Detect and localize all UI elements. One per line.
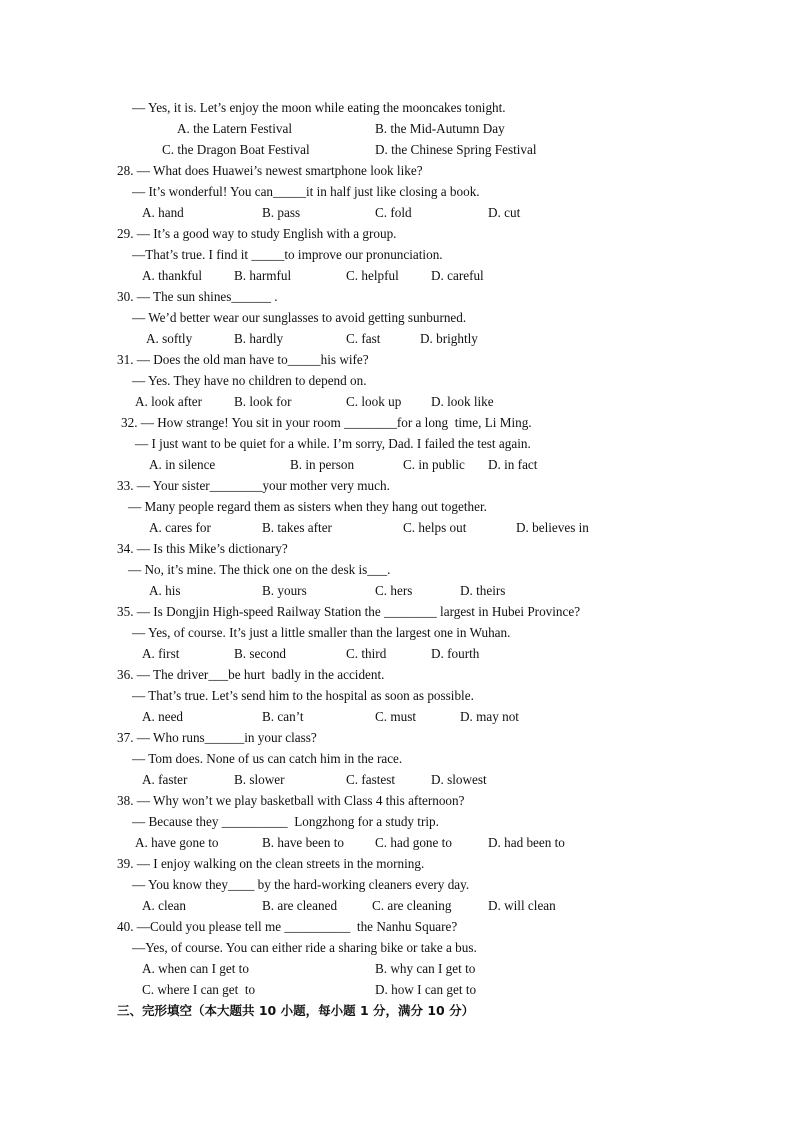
text-line: — We’d better wear our sunglasses to avoid getting sunburned.	[132, 310, 467, 325]
text-line: B. look for	[234, 394, 292, 409]
text-line: D. had been to	[488, 835, 565, 850]
text-line: B. in person	[290, 457, 355, 472]
text-line: A. when can I get to	[142, 961, 249, 976]
text-line: 33. — Your sister________your mother very much.	[117, 478, 390, 493]
text-line: 28. — What does Huawei’s newest smartphone look like?	[117, 163, 423, 178]
text-line: A. the Latern Festival	[177, 121, 292, 136]
section-heading: 三、完形填空（本大题共 10 小题，每小题 1 分，满分 10 分）	[117, 1003, 475, 1018]
text-line: — Many people regard them as sisters when they hang out together.	[128, 499, 487, 514]
text-line: C. third	[346, 646, 387, 661]
text-line: A. thankful	[142, 268, 203, 283]
text-line: D. cut	[488, 205, 521, 220]
text-line: — Yes, it is. Let’s enjoy the moon while eating the mooncakes tonight.	[132, 100, 506, 115]
text-line: — It’s wonderful! You can_____it in half just like closing a book.	[132, 184, 480, 199]
text-line: — Yes, of course. It’s just a little smaller than the largest one in Wuhan.	[132, 625, 511, 640]
text-line: B. second	[234, 646, 287, 661]
text-line: B. hardly	[234, 331, 284, 346]
text-line: 30. — The sun shines______ .	[117, 289, 278, 304]
text-line: A. look after	[135, 394, 203, 409]
text-line: D. careful	[431, 268, 484, 283]
text-line: 35. — Is Dongjin High-speed Railway Station the ________ largest in Hubei Province?	[117, 604, 581, 619]
text-line: — You know they____ by the hard-working cleaners every day.	[132, 877, 470, 892]
text-line: 32. — How strange! You sit in your room ________for a long time, Li Ming.	[121, 415, 532, 430]
text-line: 40. —Could you please tell me __________ the Nanhu Square?	[117, 919, 458, 934]
text-line: C. helpful	[346, 268, 399, 283]
text-line: A. hand	[142, 205, 184, 220]
text-line: B. pass	[262, 205, 301, 220]
text-line: D. look like	[431, 394, 494, 409]
text-line: D. in fact	[488, 457, 538, 472]
text-line: A. have gone to	[135, 835, 219, 850]
text-line: C. fastest	[346, 772, 396, 787]
text-line: 29. — It’s a good way to study English with a group.	[117, 226, 397, 241]
text-line: A. cares for	[149, 520, 211, 535]
text-line: B. the Mid-Autumn Day	[375, 121, 505, 136]
text-line: 39. — I enjoy walking on the clean streets in the morning.	[117, 856, 425, 871]
text-line: C. hers	[375, 583, 413, 598]
text-line: —That’s true. I find it _____to improve our pronunciation.	[132, 247, 443, 262]
text-line: A. first	[142, 646, 180, 661]
text-line: C. had gone to	[375, 835, 452, 850]
text-line: A. in silence	[149, 457, 216, 472]
text-line: B. can’t	[262, 709, 304, 724]
text-line: D. slowest	[431, 772, 487, 787]
text-line: D. believes in	[516, 520, 589, 535]
text-line: C. in public	[403, 457, 465, 472]
text-line: D. how I can get to	[375, 982, 477, 997]
text-line: — I just want to be quiet for a while. I’m sorry, Dad. I failed the test again.	[135, 436, 531, 451]
text-line: D. the Chinese Spring Festival	[375, 142, 537, 157]
text-line: A. softly	[146, 331, 193, 346]
text-line: D. brightly	[420, 331, 478, 346]
text-line: D. may not	[460, 709, 519, 724]
text-line: —Yes, of course. You can either ride a sharing bike or take a bus.	[132, 940, 477, 955]
text-line: D. theirs	[460, 583, 506, 598]
text-line: A. his	[149, 583, 181, 598]
text-line: — That’s true. Let’s send him to the hospital as soon as possible.	[132, 688, 474, 703]
text-line: 31. — Does the old man have to_____his wife?	[117, 352, 369, 367]
text-line: B. are cleaned	[262, 898, 338, 913]
text-line: C. fast	[346, 331, 381, 346]
text-line: A. clean	[142, 898, 186, 913]
text-line: C. where I can get to	[142, 982, 256, 997]
text-line: C. must	[375, 709, 417, 724]
text-line: — No, it’s mine. The thick one on the desk is___.	[128, 562, 391, 577]
text-line: A. faster	[142, 772, 188, 787]
text-line: A. need	[142, 709, 184, 724]
text-line: C. helps out	[403, 520, 467, 535]
text-line: — Yes. They have no children to depend on.	[132, 373, 367, 388]
text-line: B. takes after	[262, 520, 332, 535]
text-line: 37. — Who runs______in your class?	[117, 730, 317, 745]
text-line: B. have been to	[262, 835, 345, 850]
text-line: C. are cleaning	[372, 898, 452, 913]
text-line: B. why can I get to	[375, 961, 476, 976]
text-line: D. will clean	[488, 898, 556, 913]
text-line: — Tom does. None of us can catch him in the race.	[132, 751, 403, 766]
text-line: 36. — The driver___be hurt badly in the accident.	[117, 667, 385, 682]
text-line: 38. — Why won’t we play basketball with Class 4 this afternoon?	[117, 793, 465, 808]
text-line: D. fourth	[431, 646, 480, 661]
text-line: C. look up	[346, 394, 402, 409]
text-line: B. harmful	[234, 268, 292, 283]
text-line: C. fold	[375, 205, 412, 220]
text-line: B. yours	[262, 583, 307, 598]
text-line: 34. — Is this Mike’s dictionary?	[117, 541, 288, 556]
text-line: — Because they __________ Longzhong for a study trip.	[132, 814, 439, 829]
text-line: C. the Dragon Boat Festival	[162, 142, 310, 157]
text-line: B. slower	[234, 772, 285, 787]
